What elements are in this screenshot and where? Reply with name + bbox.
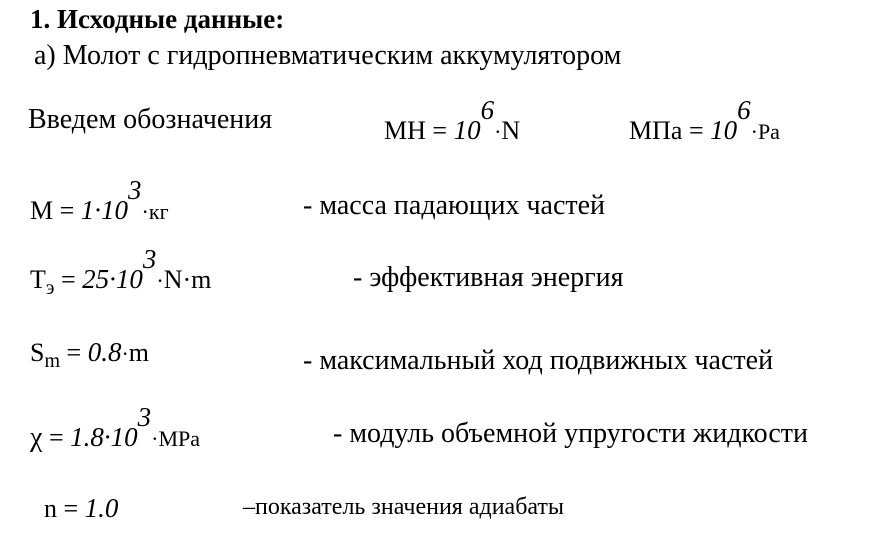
section-heading: 1. Исходные данные: (30, 4, 285, 34)
mass-symbol: M (30, 196, 54, 225)
mpa-unit: Pa (757, 119, 780, 144)
mn-equals: = (432, 116, 448, 145)
mpa-symbol: MПa (629, 116, 683, 145)
bulk-modulus-description: - модуль объемной упругости жидкости (333, 418, 808, 449)
mn-unit: N (501, 116, 521, 145)
mass-description: - масса падающих частей (303, 190, 606, 221)
bulk-modulus-coefficient: 1.8·10 (70, 422, 138, 452)
adiabatic-formula (44, 493, 118, 524)
mn-definition (384, 95, 521, 146)
stroke-equals: = (66, 338, 82, 367)
mn-coefficient: 10 (453, 115, 481, 145)
bulk-modulus-symbol: χ (30, 422, 43, 453)
mpa-equals: = (688, 116, 704, 145)
mass-dot: · (141, 199, 149, 224)
stroke-dot: · (121, 341, 129, 366)
energy-description: - эффективная энергия (353, 262, 624, 293)
mpa-definition (629, 95, 780, 146)
adiabatic-equals: = (63, 494, 79, 523)
energy-equals: = (60, 265, 76, 294)
energy-unit: N·m (163, 265, 212, 294)
mass-formula (30, 175, 169, 226)
stroke-unit: m (128, 338, 150, 367)
energy-coefficient: 25·10 (82, 264, 143, 294)
mass-unit: кг (148, 199, 169, 224)
stroke-coefficient: 0.8 (87, 337, 122, 367)
bulk-modulus-formula (30, 402, 200, 454)
mn-symbol: MH (384, 116, 426, 145)
section-subheading: а) Молот с гидропневматическим аккумулятором (34, 40, 622, 71)
stroke-symbol: $S_m$ (30, 338, 61, 372)
mass-equals: = (59, 196, 75, 225)
adiabatic-description: –показатель значения адиабаты (243, 494, 565, 520)
bulk-modulus-unit: MPa (158, 426, 200, 451)
mpa-exponent: 6 (737, 95, 751, 125)
adiabatic-coefficient: 1.0 (84, 493, 119, 523)
mass-exponent: 3 (128, 175, 142, 205)
mn-exponent: 6 (480, 95, 495, 125)
mass-coefficient: 1·10 (80, 195, 129, 225)
bulk-modulus-dot: · (151, 426, 159, 451)
stroke-formula (30, 337, 150, 372)
mn-dot: · (494, 119, 502, 144)
bulk-modulus-exponent: 3 (137, 402, 152, 432)
mpa-coefficient: 10 (710, 115, 738, 145)
mpa-dot: · (750, 119, 758, 144)
energy-symbol: $T_э$ (30, 265, 55, 299)
bulk-modulus-equals: = (48, 423, 64, 452)
intro-text: Введем обозначения (28, 104, 273, 135)
adiabatic-symbol: n (44, 494, 57, 523)
energy-exponent: 3 (142, 244, 157, 274)
energy-formula (30, 244, 212, 299)
energy-dot: · (156, 268, 164, 293)
stroke-description: - максимальный ход подвижных частей (303, 345, 774, 376)
